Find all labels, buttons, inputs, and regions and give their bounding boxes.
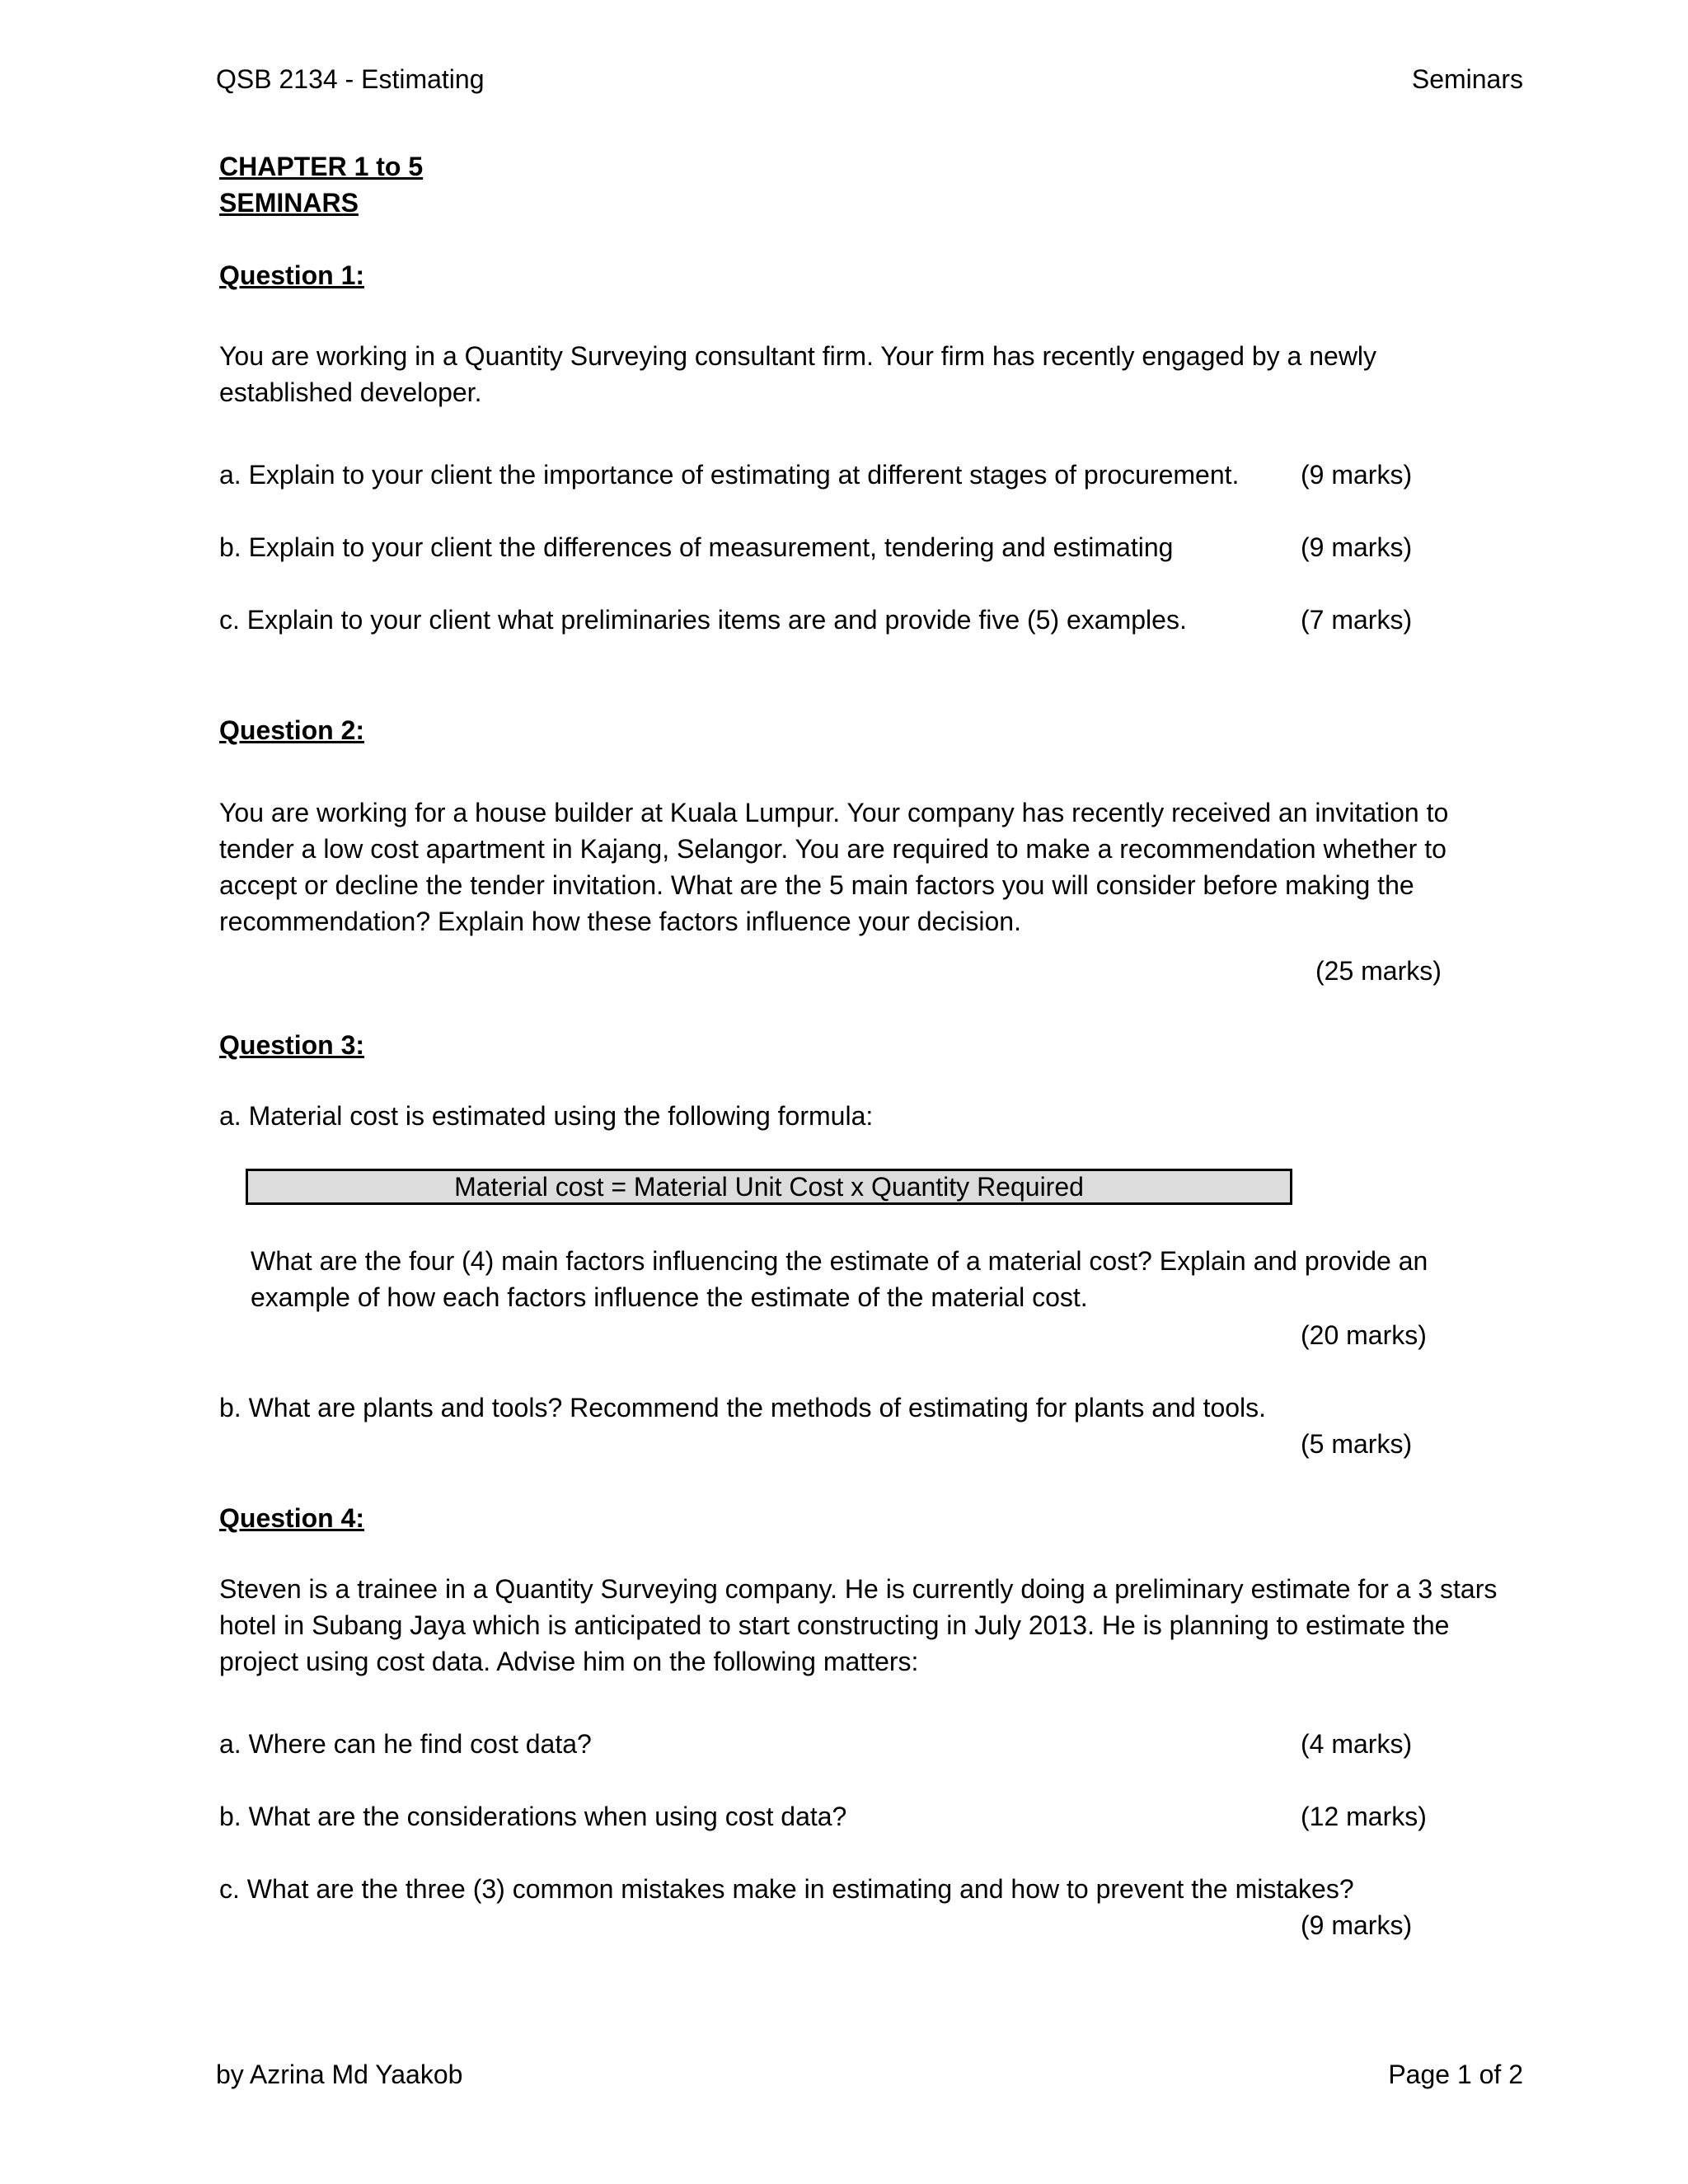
question-2-line4: recommendation? Explain how these factors influence your decision.: [219, 907, 1021, 936]
question-4-line3: project using cost data. Advise him on the following matters:: [219, 1647, 919, 1676]
question-2-line1: You are working for a house builder at Kuala Lumpur. Your company has recently received an invitation to: [219, 798, 1449, 827]
header-course: QSB 2134 - Estimating: [216, 64, 485, 94]
question-1-intro-line2: established developer.: [219, 377, 482, 407]
question-4a-marks: (4 marks): [1301, 1729, 1413, 1759]
question-1c-text: c. Explain to your client what preliminaries items are and provide five (5) examples.: [219, 605, 1187, 635]
question-3a-detail-line2: example of how each factors influence the estimate of the material cost.: [251, 1282, 1088, 1312]
question-3a-marks: (20 marks): [1301, 1320, 1427, 1350]
header-section: Seminars: [1411, 64, 1523, 94]
question-2-line2: tender a low cost apartment in Kajang, Selangor. You are required to make a recommendation whether to: [219, 834, 1447, 864]
question-1b-marks: (9 marks): [1301, 532, 1413, 562]
question-3b-text: b. What are plants and tools? Recommend the methods of estimating for plants and tools.: [219, 1393, 1267, 1422]
question-2-line3: accept or decline the tender invitation. What are the 5 main factors you will consider before making the: [219, 870, 1414, 900]
question-4-line1: Steven is a trainee in a Quantity Surveying company. He is currently doing a preliminary estimate for a 3 stars: [219, 1574, 1498, 1604]
question-3-heading: Question 3:: [219, 1030, 365, 1060]
question-1a-marks: (9 marks): [1301, 460, 1413, 490]
question-1a-text: a. Explain to your client the importance of estimating at different stages of procurement.: [219, 460, 1240, 490]
footer-author: by Azrina Md Yaakob: [216, 2060, 463, 2089]
question-4b-marks: (12 marks): [1301, 1802, 1427, 1831]
question-1c-marks: (7 marks): [1301, 605, 1413, 635]
footer-page-number: Page 1 of 2: [1388, 2060, 1523, 2089]
question-4c-marks: (9 marks): [1301, 1910, 1413, 1940]
question-3b-marks: (5 marks): [1301, 1429, 1413, 1459]
question-4a-text: a. Where can he find cost data?: [219, 1729, 592, 1759]
question-3a-text: a. Material cost is estimated using the following formula:: [219, 1101, 874, 1131]
question-4-heading: Question 4:: [219, 1503, 365, 1533]
question-1b-text: b. Explain to your client the differences of measurement, tendering and estimating: [219, 532, 1174, 562]
question-2-marks: (25 marks): [1315, 956, 1442, 986]
chapter-title: CHAPTER 1 to 5: [219, 152, 424, 181]
question-4-line2: hotel in Subang Jaya which is anticipated to start constructing in July 2013. He is planning to estimate the: [219, 1610, 1450, 1640]
question-4c-text: c. What are the three (3) common mistakes make in estimating and how to prevent the mistakes?: [219, 1874, 1354, 1904]
question-4b-text: b. What are the considerations when using cost data?: [219, 1802, 847, 1831]
question-3a-detail-line1: What are the four (4) main factors influencing the estimate of a material cost? Explain and provide an: [251, 1246, 1428, 1276]
formula-box: Material cost = Material Unit Cost x Quantity Required: [246, 1169, 1292, 1205]
seminars-title: SEMINARS: [219, 188, 359, 218]
question-2-heading: Question 2:: [219, 715, 365, 745]
question-1-heading: Question 1:: [219, 260, 365, 290]
question-1-intro-line1: You are working in a Quantity Surveying consultant firm. Your firm has recently engaged by a newly: [219, 341, 1377, 371]
